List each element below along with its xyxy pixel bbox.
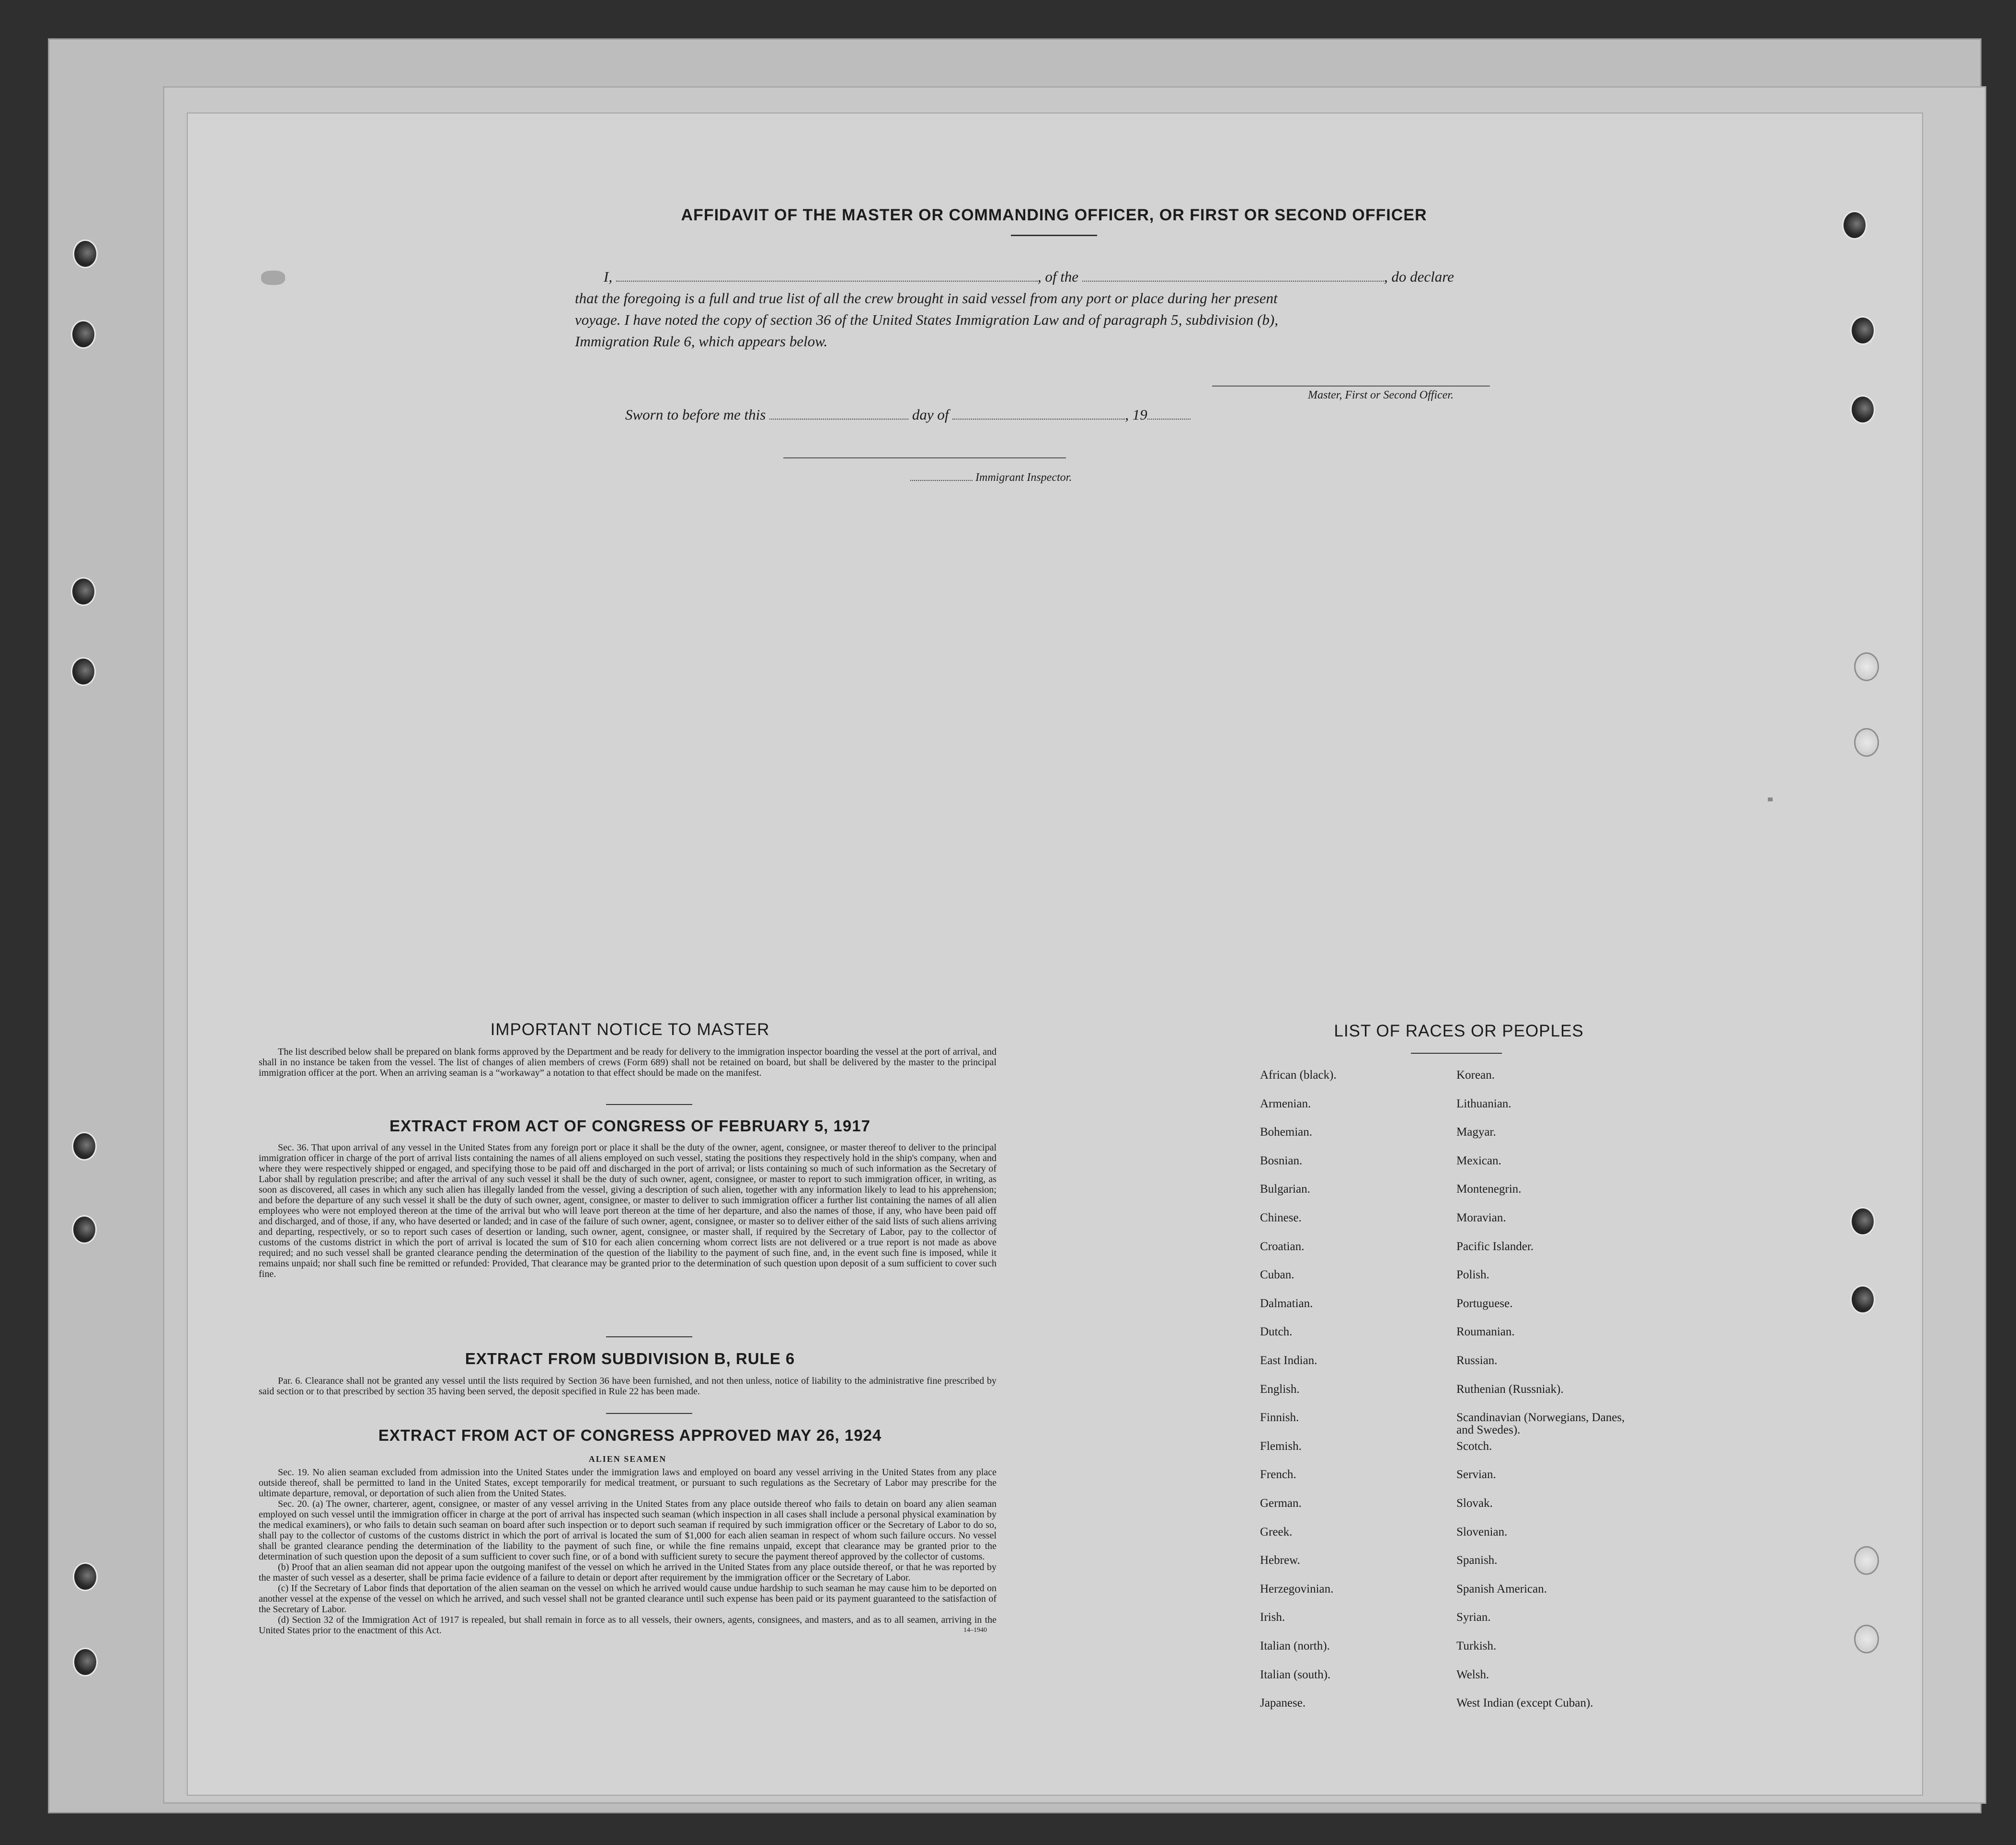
sworn-day-blank[interactable] <box>769 408 908 420</box>
binder-hole-icon <box>71 320 96 349</box>
race-item: Bohemian. <box>1260 1126 1313 1139</box>
inspector-dash <box>910 469 973 481</box>
inspector-label: Immigrant Inspector. <box>975 471 1072 484</box>
race-item: East Indian. <box>1260 1354 1317 1367</box>
race-item: West Indian (except Cuban). <box>1456 1697 1593 1709</box>
race-item: Montenegrin. <box>1456 1183 1522 1196</box>
race-item: Scotch. <box>1456 1440 1492 1453</box>
year-label: , 19 <box>1125 406 1147 423</box>
extract-1924-paragraph: (d) Section 32 of the Immigration Act of 1917 is repealed, but shall remain in force as to all vessels, their owners, agents, consignees, and masters, and as to all seamen, arriving in the United States prior to the enactment of this Act. <box>259 1615 997 1636</box>
extract-1924-last-paragraph <box>259 1615 997 1636</box>
binder-hole-icon <box>72 1215 97 1244</box>
affidavit-line-3: voyage. I have noted the copy of section 36 of the United States Immigration Law and of paragraph 5, subdivision (b), <box>575 311 1278 328</box>
race-item: Slovenian. <box>1456 1526 1508 1538</box>
race-item: Welsh. <box>1456 1668 1489 1681</box>
races-divider <box>1411 1053 1502 1054</box>
binder-hole-icon <box>73 1562 98 1591</box>
race-item: Chinese. <box>1260 1211 1302 1224</box>
race-item: Herzegovinian. <box>1260 1583 1334 1595</box>
race-item: Roumanian. <box>1456 1325 1515 1338</box>
race-item: Russian. <box>1456 1354 1498 1367</box>
race-item: Japanese. <box>1260 1697 1306 1709</box>
binder-hole-icon <box>72 1132 97 1161</box>
binder-hole-icon <box>73 239 98 268</box>
punched-hole-icon <box>1854 652 1879 681</box>
punched-hole-icon <box>1854 1546 1879 1575</box>
race-item: Flemish. <box>1260 1440 1302 1453</box>
race-item: Moravian. <box>1456 1211 1506 1224</box>
punched-hole-icon <box>1854 1625 1879 1653</box>
race-item: Bulgarian. <box>1260 1183 1310 1196</box>
affidavit-do-declare: , do declare <box>1384 268 1454 285</box>
binder-hole-icon <box>1842 211 1867 239</box>
extract-1917-text <box>259 1142 997 1279</box>
race-item: German. <box>1260 1497 1302 1510</box>
race-item: Dalmatian. <box>1260 1297 1313 1310</box>
race-item: Dutch. <box>1260 1325 1293 1338</box>
extract-rule6-paragraph: Par. 6. Clearance shall not be granted any vessel until the lists required by Section 36 have been furnished, and not then unless, notice of liability to the administrative fine prescribed by said section or to that prescribed by section 35 having been served, the deposit specified in Rule 22 has been made. <box>259 1376 997 1397</box>
races-title: LIST OF RACES OR PEOPLES <box>1334 1022 1584 1040</box>
sworn-month-blank[interactable] <box>952 408 1125 420</box>
form-number: 14–1940 <box>963 1627 987 1634</box>
affidavit-line-2: that the foregoing is a full and true list of all the crew brought in said vessel from any port or place during her present <box>575 290 1278 307</box>
race-item: Pacific Islander. <box>1456 1240 1534 1253</box>
affidavit-body <box>575 266 1533 352</box>
affidavit-i: I, <box>604 268 613 285</box>
binder-hole-icon <box>1850 1207 1875 1236</box>
race-item: Korean. <box>1456 1069 1495 1082</box>
sworn-line <box>625 406 1191 423</box>
extract-1924-text <box>259 1454 997 1636</box>
punched-hole-icon <box>1854 728 1879 757</box>
important-notice-paragraph: The list described below shall be prepared on blank forms approved by the Department and be ready for delivery to the immigration inspector boarding the vessel at the port of arrival, and shall in no instance be taken from the vessel. The list of changes of alien members of crews (Form 689) shall not be retained on board, but shall be delivered by the master to the principal immigration officer at the port. When an arriving seaman is a “workaway” a notation to that effect should be made on the manifest. <box>259 1047 997 1078</box>
race-item: English. <box>1260 1383 1300 1396</box>
extract-rule6-text <box>259 1376 997 1397</box>
extract-1924-paragraph: Sec. 19. No alien seaman excluded from admission into the United States under the immigration laws and employed on board any vessel arriving in the United States from any place outside thereof, shall be permitted to land in the United States, except temporarily for medical treatment, or pursuant to such regulations as the Secretary of Labor may prescribe for the ultimate departure, removal, or deportation of such alien from the United States. <box>259 1467 997 1499</box>
sworn-year-blank[interactable] <box>1147 408 1191 420</box>
race-item: Servian. <box>1456 1468 1496 1481</box>
sworn-label: Sworn to before me this <box>625 406 766 423</box>
inspector-line <box>910 469 1072 484</box>
race-item: Turkish. <box>1456 1640 1497 1652</box>
race-item: Hebrew. <box>1260 1554 1300 1567</box>
affidavit-of-the: , of the <box>1037 268 1079 285</box>
binder-hole-icon <box>71 577 96 606</box>
signature-line[interactable] <box>1212 386 1490 387</box>
race-item: Bosnian. <box>1260 1154 1303 1167</box>
race-item: Finnish. <box>1260 1411 1299 1424</box>
alien-seamen-heading: ALIEN SEAMEN <box>588 1454 667 1464</box>
extract-1917-divider <box>606 1336 692 1337</box>
extract-rule6-title: EXTRACT FROM SUBDIVISION B, RULE 6 <box>465 1350 795 1367</box>
important-notice-text <box>259 1047 997 1078</box>
extract-1917-paragraph: Sec. 36. That upon arrival of any vessel in the United States from any foreign port or place it shall be the duty of the owner, agent, consignee, or master thereof to deliver to the principal immigration officer in charge of the port of arrival lists containing the names of all aliens employed on such vessel, stating the positions they respectively hold in the ship's company, when and where they were respectively shipped or engaged, and specifying those to be paid off and discharged in the port of arrival; or lists containing so much of such information as the Secretary of Labor shall by regulation prescribe; and after the arrival of any such vessel it shall be the duty of such owner, agent, consignee, or master to report to such immigration officer, in writing, as soon as discovered, all cases in which any such alien has illegally landed from the vessel, giving a description of such alien, together with any information likely to lead to his apprehension; and before the departure of any such vessel it shall be the duty of such owner, agent, consignee, or master to deliver to such immigration officer a further list containing the names of all alien employees who were not employed thereon at the time of the arrival but who will leave port thereon at the time of her departure, and also the names of those, if any, who have been paid off and discharged, and of those, if any, who have deserted or landed; and in case of the failure of such owner, agent, consignee, or master so to deliver either of the said lists of such aliens arriving and departing, respectively, or so to report such cases of desertion or landing, such owner, agent, consignee, or master shall, if required by the Secretary of Labor, pay to the collector of customs of the customs district in which the port of arrival is located the sum of $10 for each alien concerning whom correct lists are not delivered or a true report is not made as above required; and no such vessel shall be granted clearance pending the determination of the question of the liability to the payment of such fine, and, in the event such fine is imposed, while it remains unpaid; nor shall such fine be remitted or refunded: Provided, That clearance may be granted prior to the determination of such question upon deposit of a sum sufficient to cover such fine. <box>259 1142 997 1279</box>
race-item: Spanish American. <box>1456 1583 1547 1595</box>
race-item: Italian (north). <box>1260 1640 1330 1652</box>
important-notice-title: IMPORTANT NOTICE TO MASTER <box>490 1020 770 1039</box>
extract-1924-title: EXTRACT FROM ACT OF CONGRESS APPROVED MAY 26, 1924 <box>378 1426 882 1444</box>
race-item: Ruthenian (Russniak). <box>1456 1383 1564 1396</box>
vessel-name-blank[interactable] <box>1082 270 1384 282</box>
title-divider <box>1011 235 1097 236</box>
race-item: Croatian. <box>1260 1240 1305 1253</box>
notice-divider <box>606 1104 692 1105</box>
affidavit-title: AFFIDAVIT OF THE MASTER OR COMMANDING OFFICER, OR FIRST OR SECOND OFFICER <box>681 206 1427 224</box>
extract-1917-title: EXTRACT FROM ACT OF CONGRESS OF FEBRUARY 5, 1917 <box>389 1117 871 1135</box>
race-item: Spanish. <box>1456 1554 1498 1567</box>
binder-hole-icon <box>1850 1285 1875 1314</box>
binder-hole-icon <box>73 1648 98 1676</box>
day-of-label: day of <box>912 406 949 423</box>
master-name-blank[interactable] <box>616 270 1038 282</box>
extract-1924-paragraph: (b) Proof that an alien seaman did not appear upon the outgoing manifest of the vessel on which he arrived in the United States from any place outside thereof, or that he was reported by the master of such vessel as a deserter, shall be prima facie evidence of a failure to detain or deport after requirement by the immigration officer or the Secretary of Labor. <box>259 1562 997 1583</box>
binder-hole-icon <box>1850 395 1875 424</box>
scan-speck <box>1768 797 1773 801</box>
race-item: Polish. <box>1456 1268 1489 1281</box>
race-item: Scandinavian (Norwegians, Danes, and Swedes). <box>1456 1411 1625 1436</box>
race-item: Cuban. <box>1260 1268 1294 1281</box>
race-item: Italian (south). <box>1260 1668 1331 1681</box>
race-item: Irish. <box>1260 1611 1285 1624</box>
race-item: Magyar. <box>1456 1126 1496 1139</box>
binder-hole-icon <box>71 657 96 686</box>
race-item: Portuguese. <box>1456 1297 1513 1310</box>
race-item: African (black). <box>1260 1069 1337 1082</box>
race-item: Greek. <box>1260 1526 1293 1538</box>
binder-hole-icon <box>1850 316 1875 345</box>
race-item: French. <box>1260 1468 1296 1481</box>
race-item: Lithuanian. <box>1456 1097 1512 1110</box>
scan-speck <box>261 271 285 285</box>
race-item: Mexican. <box>1456 1154 1501 1167</box>
extract-1924-paragraph: Sec. 20. (a) The owner, charterer, agent, consignee, or master of any vessel arriving in the United States from any place outside thereof who fails to detain on board any alien seaman employed on such vessel until the immigration officer in charge at the port of arrival has inspected such seaman (which inspection in all cases shall include a personal physical examination by the medical examiners), or who fails to detain such seaman on board after such inspection or to deport such seaman if required by such immigration officer or the Secretary of Labor to do so, shall pay to the collector of customs of the customs district in which the port of arrival is located the sum of $1,000 for each alien seaman in respect of whom such failure occurs. No vessel shall be granted clearance pending the determination of the liability to the payment of such fine, or while the fine remains unpaid, except that clearance may be granted prior to the determination of such question upon the deposit of a sum sufficient to cover such fine, or of a bond with sufficient surety to secure the payment thereof approved by the collector of customs. <box>259 1499 997 1562</box>
affidavit-line-4: Immigration Rule 6, which appears below. <box>575 333 828 350</box>
extract-rule6-divider <box>606 1413 692 1414</box>
race-item: Syrian. <box>1456 1611 1491 1624</box>
signature-label: Master, First or Second Officer. <box>1308 389 1454 401</box>
inspector-signature-line[interactable] <box>783 457 1066 458</box>
race-item: Armenian. <box>1260 1097 1311 1110</box>
race-item: Slovak. <box>1456 1497 1493 1510</box>
extract-1924-paragraph: (c) If the Secretary of Labor finds that deportation of the alien seaman on the vessel on which he arrived would cause undue hardship to such seaman he may cause him to be deported on another vessel at the expense of the vessel on which he arrived, and such vessel shall not be granted clearance until such expense has been paid or its payment guaranteed to the satisfaction of the Secretary of Labor. <box>259 1583 997 1615</box>
